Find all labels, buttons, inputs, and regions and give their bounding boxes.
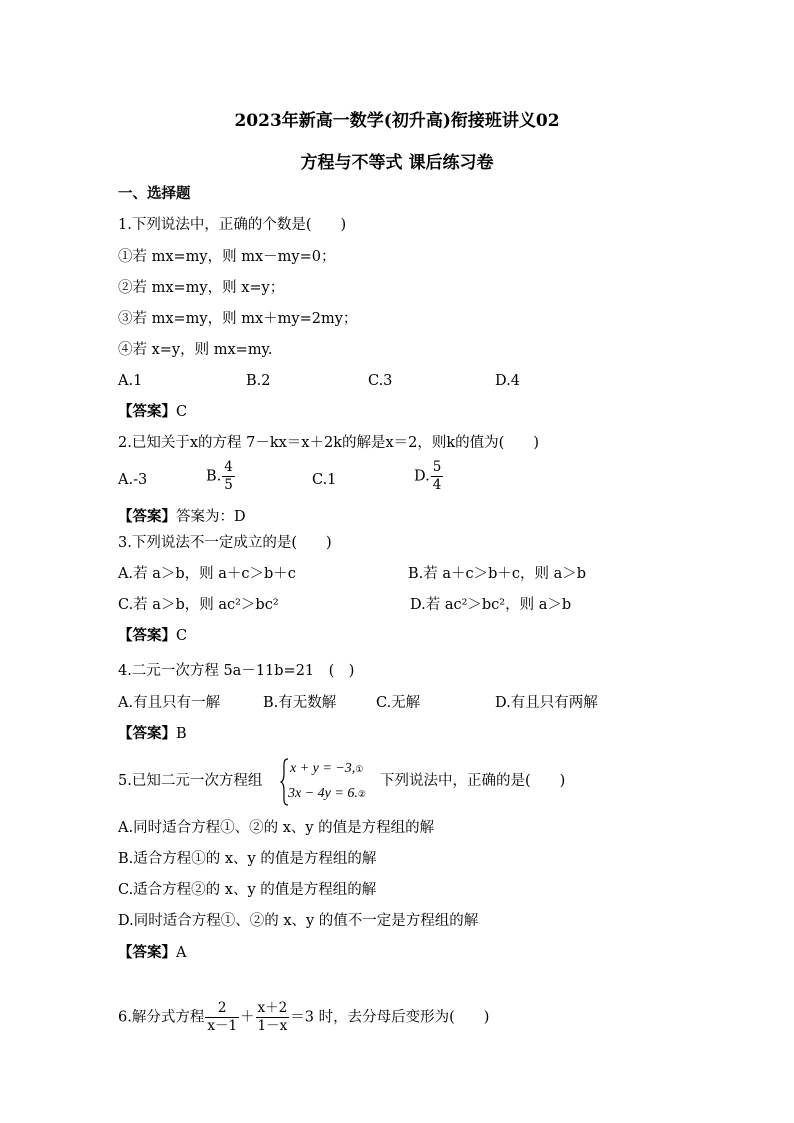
q2-option-a: A.-3 (118, 472, 148, 488)
q1-option-d: D.4 (495, 373, 520, 389)
q1-item: ③若 mx=my，则 mx＋my=2my； (118, 311, 358, 327)
fraction-denominator: x－1 (207, 1018, 238, 1034)
answer-value: B (176, 726, 187, 742)
q3-answer (118, 626, 187, 646)
q3-option-c: C.若 a＞b，则 ac²＞bc² (118, 597, 279, 613)
q4-option-b: B.有无数解 (263, 695, 337, 711)
q1-item: ①若 mx=my，则 mx－my=0； (118, 249, 336, 265)
answer-value: C (176, 628, 188, 644)
document-subtitle: 方程与不等式 课后练习卷 (300, 153, 494, 173)
q3-option-d: D.若 ac²＞bc²，则 a＞b (410, 597, 572, 613)
q4-option-d: D.有且只有两解 (495, 695, 598, 711)
q1-option-a: A.1 (118, 373, 143, 389)
q1-stem: 1.下列说法中，正确的个数是( ) (118, 217, 347, 233)
q4-option-a: A.有且只有一解 (118, 695, 221, 711)
equation-1-marker: ① (355, 764, 364, 774)
fraction-numerator: 4 (224, 459, 233, 475)
q3-option-b: B.若 a＋c＞b＋c，则 a＞b (408, 566, 587, 582)
q6-stem (118, 1000, 489, 1035)
fraction (222, 459, 235, 494)
answer-value: A (176, 945, 187, 961)
q1-item: ④若 x=y，则 mx=my. (118, 342, 273, 358)
q5-stem-suffix: 下列说法中，正确的是( ) (380, 773, 566, 789)
answer-value: 答案为：D (176, 509, 246, 525)
option-prefix: D. (414, 468, 430, 485)
document-title: 2023年新高一数学(初升高)衔接班讲义02 (234, 111, 560, 131)
q5-option-c: C.适合方程②的 x、y 的值是方程组的解 (118, 882, 377, 898)
q6-stem-prefix: 6.解分式方程 (118, 1009, 205, 1026)
q1-answer (118, 402, 187, 422)
option-prefix: B. (206, 468, 222, 485)
q4-option-c: C.无解 (376, 695, 421, 711)
answer-tag: 【答案】 (118, 944, 176, 961)
q6-stem-suffix: ＝3 时，去分母后变形为( ) (290, 1009, 490, 1026)
q4-answer (118, 724, 187, 744)
fraction-numerator: 2 (205, 1000, 239, 1018)
fraction-numerator: x＋2 (257, 1000, 288, 1016)
q5-option-b: B.适合方程①的 x、y 的值是方程组的解 (118, 851, 377, 867)
q1-item: ②若 mx=my，则 x=y； (118, 280, 285, 296)
plus-sign: ＋ (240, 1009, 255, 1026)
answer-tag: 【答案】 (118, 403, 176, 420)
q2-stem: 2.已知关于x的方程 7－kx＝x＋2k的解是x＝2，则k的值为( ) (118, 435, 540, 451)
q5-option-d: D.同时适合方程①、②的 x、y 的值不一定是方程组的解 (118, 913, 479, 929)
fraction-denominator: 5 (224, 477, 233, 493)
q2-option-d (414, 459, 444, 494)
q1-option-b: B.2 (246, 373, 271, 389)
q3-option-a: A.若 a＞b，则 a＋c＞b＋c (118, 566, 296, 582)
fraction (205, 1000, 239, 1035)
fraction-numerator: 5 (432, 459, 442, 475)
q2-answer (118, 507, 246, 527)
q4-stem: 4.二元一次方程 5a－11b=21 ( ) (118, 663, 355, 679)
answer-value: C (176, 404, 188, 420)
equation-2: 3x − 4y = 6.② (288, 786, 366, 801)
q2-option-c: C.1 (312, 472, 337, 488)
q5-option-a: A.同时适合方程①、②的 x、y 的值是方程组的解 (118, 820, 435, 836)
fraction (431, 459, 444, 494)
fraction (256, 1000, 290, 1035)
answer-tag: 【答案】 (118, 725, 176, 742)
section-heading: 一、选择题 (118, 185, 191, 202)
equation-1: x + y = −3,① (290, 761, 364, 776)
answer-tag: 【答案】 (118, 627, 176, 644)
q1-option-c: C.3 (368, 373, 393, 389)
equation-2-marker: ② (357, 789, 366, 799)
q5-answer (118, 943, 186, 963)
fraction-denominator: 1－x (257, 1018, 288, 1034)
q5-stem-prefix: 5.已知二元一次方程组 (118, 773, 263, 789)
answer-tag: 【答案】 (118, 508, 176, 525)
q2-option-b (206, 459, 236, 494)
q3-stem: 3.下列说法不一定成立的是( ) (118, 535, 332, 551)
fraction-denominator: 4 (432, 477, 442, 493)
